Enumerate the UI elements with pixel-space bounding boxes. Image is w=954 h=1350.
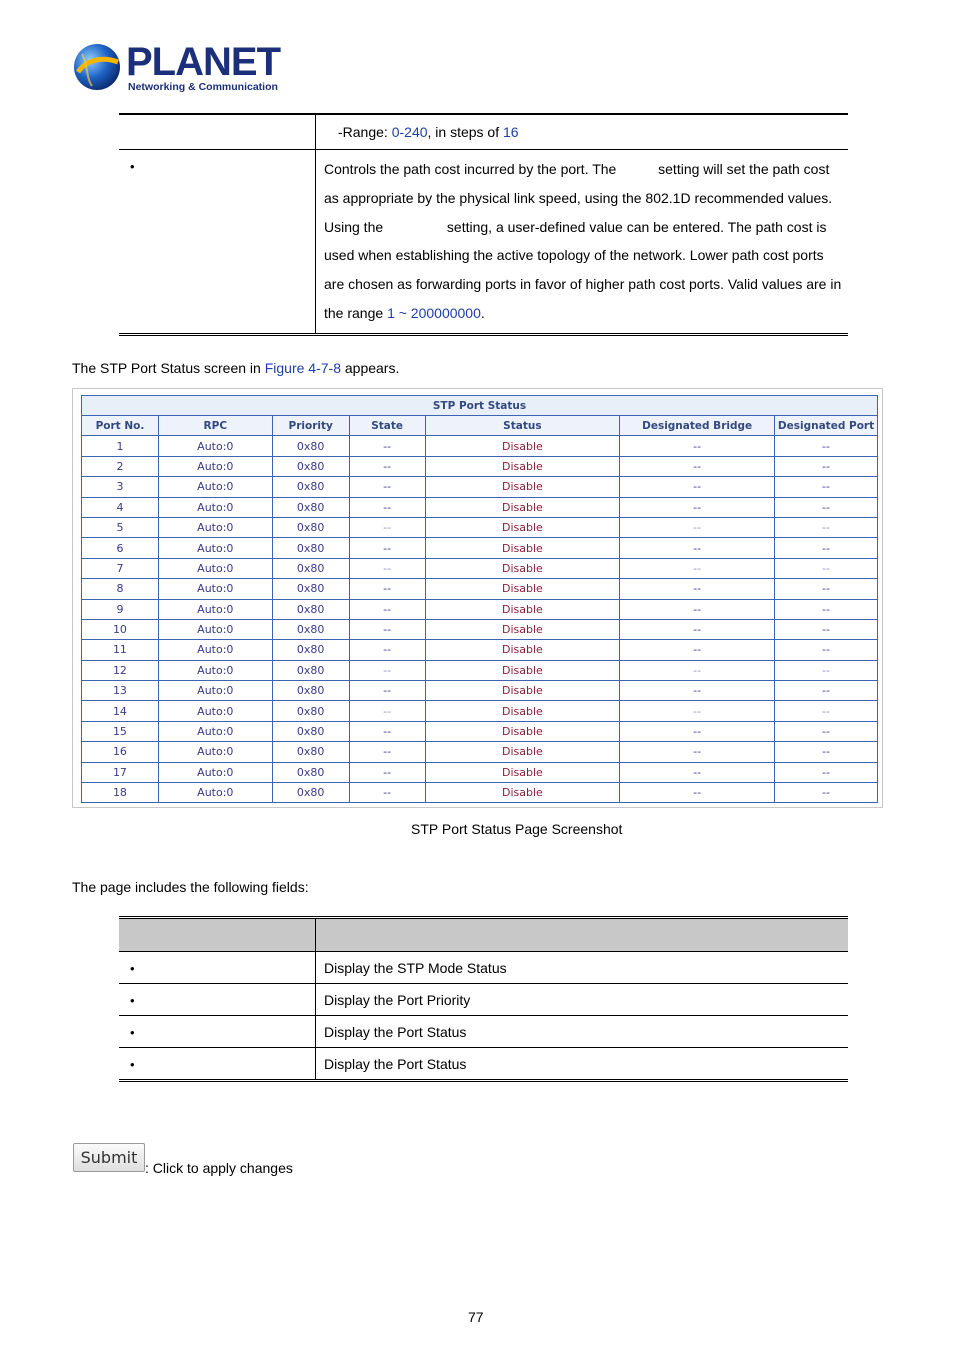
port-no-cell: 11 [82,640,159,660]
designated-port-cell: -- [775,579,878,599]
status-cell: Disable [425,640,620,660]
designated-bridge-cell: -- [620,456,775,476]
state-cell: -- [349,436,425,456]
port-no-cell: 18 [82,783,159,803]
state-cell: -- [349,783,425,803]
column-header-designated-bridge: Designated Bridge [620,416,775,436]
table-row [82,681,878,701]
port-no-cell: 15 [82,721,159,741]
designated-port-cell: -- [775,599,878,619]
rpc-cell: Auto:0 [158,579,272,599]
state-cell: -- [349,497,425,517]
designated-port-cell: -- [775,538,878,558]
header-row [82,416,878,436]
designated-port-cell: -- [775,456,878,476]
state-cell: -- [349,762,425,782]
priority-cell: 0x80 [272,558,349,578]
designated-port-cell: -- [775,436,878,456]
priority-cell: 0x80 [272,762,349,782]
status-cell: Disable [425,660,620,680]
state-cell: -- [349,640,425,660]
globe-logo-icon [72,42,122,92]
designated-bridge-cell: -- [620,762,775,782]
status-cell: Disable [425,579,620,599]
rpc-cell: Auto:0 [158,538,272,558]
bullet-icon: • [130,1056,135,1072]
port-no-cell: 13 [82,681,159,701]
table-row [82,538,878,558]
object-cell [119,1048,316,1081]
stp-port-status-table [81,395,878,803]
designated-port-cell: -- [775,681,878,701]
column-header-port: Port No. [82,416,159,436]
description-cell: Display the Port Status [316,1048,849,1081]
designated-bridge-cell: -- [620,681,775,701]
port-no-cell: 10 [82,619,159,639]
priority-cell: 0x80 [272,619,349,639]
description-cell [316,114,849,150]
rpc-cell: Auto:0 [158,640,272,660]
priority-cell: 0x80 [272,640,349,660]
designated-port-cell: -- [775,701,878,721]
status-cell: Disable [425,681,620,701]
state-cell: -- [349,558,425,578]
designated-bridge-cell: -- [620,579,775,599]
state-cell: -- [349,538,425,558]
designated-bridge-cell: -- [620,436,775,456]
table-row [119,984,848,1016]
designated-bridge-cell: -- [620,619,775,639]
port-no-cell: 7 [82,558,159,578]
designated-bridge-cell: -- [620,497,775,517]
table-row [82,762,878,782]
rpc-cell: Auto:0 [158,497,272,517]
submit-button[interactable]: Submit [73,1143,145,1172]
port-no-cell: 8 [82,579,159,599]
port-no-cell: 2 [82,456,159,476]
range-prefix: -Range: [338,124,392,140]
designated-port-cell: -- [775,558,878,578]
rpc-cell: Auto:0 [158,701,272,721]
object-cell [119,984,316,1016]
intro-paragraph [72,360,399,376]
rpc-cell: Auto:0 [158,783,272,803]
state-cell: -- [349,681,425,701]
table-row [119,114,848,150]
priority-cell: 0x80 [272,497,349,517]
table-row [82,497,878,517]
status-cell: Disable [425,701,620,721]
designated-port-cell: -- [775,497,878,517]
status-cell: Disable [425,477,620,497]
table-row [82,660,878,680]
intro-after: appears. [340,360,400,376]
rpc-cell: Auto:0 [158,762,272,782]
description-cell: Display the Port Priority [316,984,849,1016]
designated-port-cell: -- [775,742,878,762]
port-no-cell: 9 [82,599,159,619]
stp-status-screenshot [72,388,883,808]
range-mid: , in steps of [427,124,503,140]
table-row [82,477,878,497]
status-cell: Disable [425,762,620,782]
priority-cell: 0x80 [272,742,349,762]
description-cell: Display the STP Mode Status [316,952,849,984]
column-header-designated-port: Designated Port [775,416,878,436]
state-cell: -- [349,701,425,721]
port-no-cell: 16 [82,742,159,762]
designated-bridge-cell: -- [620,721,775,741]
state-cell: -- [349,619,425,639]
bullet-icon: • [130,992,135,1008]
priority-cell: 0x80 [272,783,349,803]
designated-bridge-cell: -- [620,660,775,680]
rpc-cell: Auto:0 [158,660,272,680]
port-no-cell: 5 [82,517,159,537]
state-cell: -- [349,660,425,680]
column-header-status: Status [425,416,620,436]
state-cell: -- [349,517,425,537]
path-cost-end: . [480,304,485,321]
rpc-cell: Auto:0 [158,517,272,537]
path-cost-text-a: Controls the path cost incurred by the port. The [324,161,621,177]
designated-bridge-cell: -- [620,538,775,558]
planet-logo [72,40,280,96]
designated-port-cell: -- [775,619,878,639]
parameter-cell [119,114,316,150]
priority-cell: 0x80 [272,681,349,701]
designated-port-cell: -- [775,762,878,782]
step-value: 16 [503,124,519,140]
status-cell: Disable [425,497,620,517]
status-cell: Disable [425,619,620,639]
priority-cell: 0x80 [272,538,349,558]
designated-bridge-cell: -- [620,640,775,660]
designated-port-cell: -- [775,640,878,660]
rpc-cell: Auto:0 [158,681,272,701]
table-row [82,517,878,537]
designated-bridge-cell: -- [620,742,775,762]
path-cost-text-b: setting will set the path cost as appropriate by the physical link speed, using the 802.1D recommended values. Using the [324,161,833,235]
status-cell: Disable [425,742,620,762]
status-cell: Disable [425,517,620,537]
table-row [82,721,878,741]
state-cell: -- [349,456,425,476]
priority-cell: 0x80 [272,579,349,599]
parameter-table [119,113,848,336]
rpc-cell: Auto:0 [158,477,272,497]
state-cell: -- [349,477,425,497]
port-no-cell: 17 [82,762,159,782]
description-cell: Display the Port Status [316,1016,849,1048]
priority-cell: 0x80 [272,660,349,680]
port-no-cell: 1 [82,436,159,456]
brand-tagline: Networking & Communication [128,81,278,93]
designated-bridge-cell: -- [620,517,775,537]
page-number: 77 [468,1309,484,1325]
object-header [119,918,316,952]
rpc-cell: Auto:0 [158,619,272,639]
table-row [82,619,878,639]
designated-bridge-cell: -- [620,558,775,578]
table-row [82,579,878,599]
figure-link[interactable]: Figure 4-7-8 [264,360,341,376]
status-cell: Disable [425,558,620,578]
state-cell: -- [349,579,425,599]
table-row [119,952,848,984]
submit-description: : Click to apply changes [145,1160,293,1176]
table-row [82,456,878,476]
rpc-cell: Auto:0 [158,558,272,578]
port-no-cell: 14 [82,701,159,721]
state-cell: -- [349,742,425,762]
status-cell: Disable [425,721,620,741]
designated-bridge-cell: -- [620,701,775,721]
priority-cell: 0x80 [272,599,349,619]
rpc-cell: Auto:0 [158,599,272,619]
designated-port-cell: -- [775,721,878,741]
table-row [82,436,878,456]
priority-cell: 0x80 [272,477,349,497]
rpc-cell: Auto:0 [158,721,272,741]
path-cost-range: 1 ~ 200000000 [387,304,481,321]
priority-cell: 0x80 [272,456,349,476]
table-row [119,1048,848,1081]
bullet-icon: • [130,960,135,976]
designated-port-cell: -- [775,660,878,680]
port-no-cell: 12 [82,660,159,680]
status-cell: Disable [425,783,620,803]
status-cell: Disable [425,436,620,456]
status-cell: Disable [425,456,620,476]
table-row [82,558,878,578]
rpc-cell: Auto:0 [158,742,272,762]
state-cell: -- [349,721,425,741]
parameter-cell [119,150,316,335]
designated-bridge-cell: -- [620,477,775,497]
intro-before: The STP Port Status screen in [72,360,265,376]
port-no-cell: 3 [82,477,159,497]
range-value: 0-240 [391,124,428,140]
figure-caption: STP Port Status Page Screenshot [411,821,623,837]
bullet-icon: • [130,1024,135,1040]
table-row [82,599,878,619]
rpc-cell: Auto:0 [158,436,272,456]
designated-bridge-cell: -- [620,783,775,803]
description-header [316,918,849,952]
object-cell [119,1016,316,1048]
priority-cell: 0x80 [272,721,349,741]
column-header-priority: Priority [272,416,349,436]
priority-cell: 0x80 [272,701,349,721]
port-no-cell: 6 [82,538,159,558]
priority-cell: 0x80 [272,517,349,537]
table-row [82,783,878,803]
fields-intro: The page includes the following fields: [72,879,309,895]
path-cost-text-c: setting, a user-defined value can be entered. The path cost is used when establishing the active topology of the network. Lower path cost ports are chosen as forwarding ports in favor of higher path cost ports. Valid values are in the range [324,218,842,321]
rpc-cell: Auto:0 [158,456,272,476]
table-row [82,742,878,762]
fields-table [119,916,848,1082]
designated-port-cell: -- [775,783,878,803]
fields-header-row [119,918,848,952]
column-header-rpc: RPC [158,416,272,436]
status-cell: Disable [425,538,620,558]
description-cell [316,150,849,335]
table-title: STP Port Status [82,396,878,416]
table-row [119,1016,848,1048]
priority-cell: 0x80 [272,436,349,456]
object-cell [119,952,316,984]
table-row [82,640,878,660]
designated-bridge-cell: -- [620,599,775,619]
designated-port-cell: -- [775,477,878,497]
bullet-icon: • [130,159,135,174]
status-cell: Disable [425,599,620,619]
brand-name: PLANET [126,40,280,84]
port-no-cell: 4 [82,497,159,517]
state-cell: -- [349,599,425,619]
table-row [82,701,878,721]
designated-port-cell: -- [775,517,878,537]
table-row [119,150,848,335]
column-header-state: State [349,416,425,436]
